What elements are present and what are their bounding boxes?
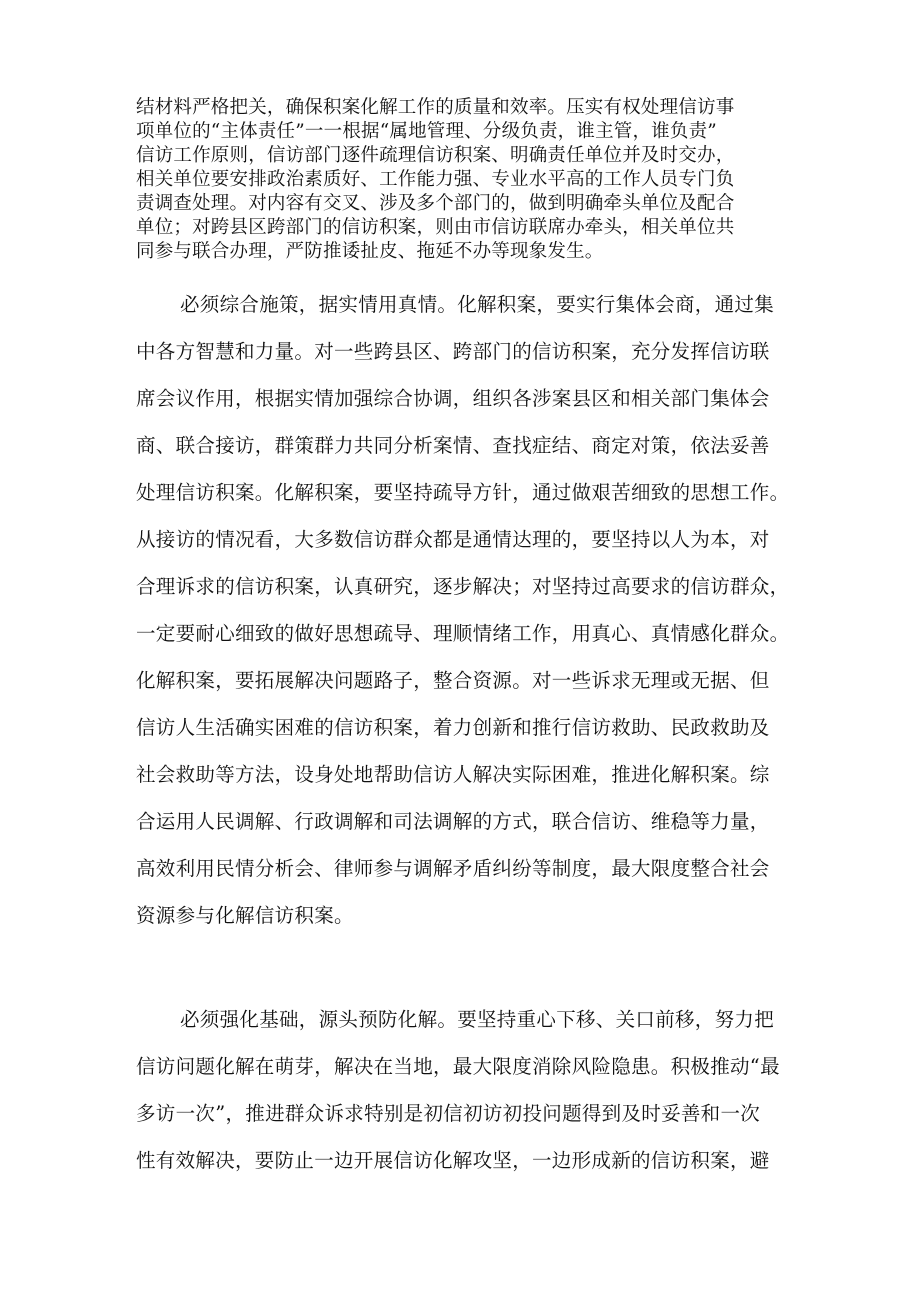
- text-line: 高效利用民情分析会、律师参与调解矛盾纠纷等制度，最大限度整合社会: [136, 857, 770, 880]
- text-line: 单位；对跨县区跨部门的信访积案，则由市信访联席办牵头，相关单位共: [136, 217, 735, 238]
- text-line: 结材料严格把关，确保积案化解工作的质量和效率。压实有权处理信访事: [136, 97, 735, 118]
- text-line: 同参与联合办理，严防推诿扯皮、拖延不办等现象发生。: [136, 241, 604, 262]
- text-line: 多访一次”，推进群众诉求特别是初信初访初投问题得到及时妥善和一次: [136, 1102, 761, 1125]
- text-line: 处理信访积案。化解积案，要坚持疏导方针，通过做艰苦细致的思想工作。: [136, 481, 790, 504]
- text-line: 必须综合施策，据实情用真情。化解积案，要实行集体会商，通过集: [180, 293, 775, 316]
- text-line: 商、联合接访，群策群力共同分析案情、查找症结、商定对策，依法妥善: [136, 434, 770, 457]
- text-line: 资源参与化解信访积案。: [136, 904, 354, 927]
- text-line: 性有效解决，要防止一边开展信访化解攻坚，一边形成新的信访积案，避: [136, 1149, 770, 1172]
- text-line: 中各方智慧和力量。对一些跨县区、跨部门的信访积案，充分发挥信访联: [136, 340, 770, 363]
- text-line: 社会救助等方法，设身处地帮助信访人解决实际困难，推进化解积案。综: [136, 763, 770, 786]
- text-line: 信访工作原则，信访部门逐件疏理信访积案、明确责任单位并及时交办，: [136, 145, 735, 166]
- text-line: 合运用人民调解、行政调解和司法调解的方式，联合信访、维稳等力量，: [136, 810, 770, 833]
- text-line: 信访人生活确实困难的信访积案，着力创新和推行信访救助、民政救助及: [136, 716, 770, 739]
- text-line: 项单位的“主体责任”一一根据“属地管理、分级负责，谁主管，谁负责”: [136, 121, 717, 142]
- text-line: 一定要耐心细致的做好思想疏导、理顺情绪工作，用真心、真情感化群众。: [136, 622, 790, 645]
- text-line: 席会议作用，根据实情加强综合协调，组织各涉案县区和相关部门集体会: [136, 387, 770, 410]
- text-line: 相关单位要安排政治素质好、工作能力强、专业水平高的工作人员专门负: [136, 169, 735, 190]
- text-line: 化解积案，要拓展解决问题路子，整合资源。对一些诉求无理或无据、但: [136, 669, 770, 692]
- text-line: 从接访的情况看，大多数信访群众都是通情达理的，要坚持以人为本，对: [136, 528, 770, 551]
- text-line: 信访问题化解在萌芽，解决在当地，最大限度消除风险隐患。积极推动“最: [136, 1055, 780, 1078]
- text-line: 必须强化基础，源头预防化解。要坚持重心下移、关口前移，努力把: [180, 1008, 775, 1031]
- text-line: 合理诉求的信访积案，认真研究，逐步解决；对坚持过高要求的信访群众，: [136, 575, 790, 598]
- text-line: 责调查处理。对内容有交叉、涉及多个部门的，做到明确牵头单位及配合: [136, 193, 735, 214]
